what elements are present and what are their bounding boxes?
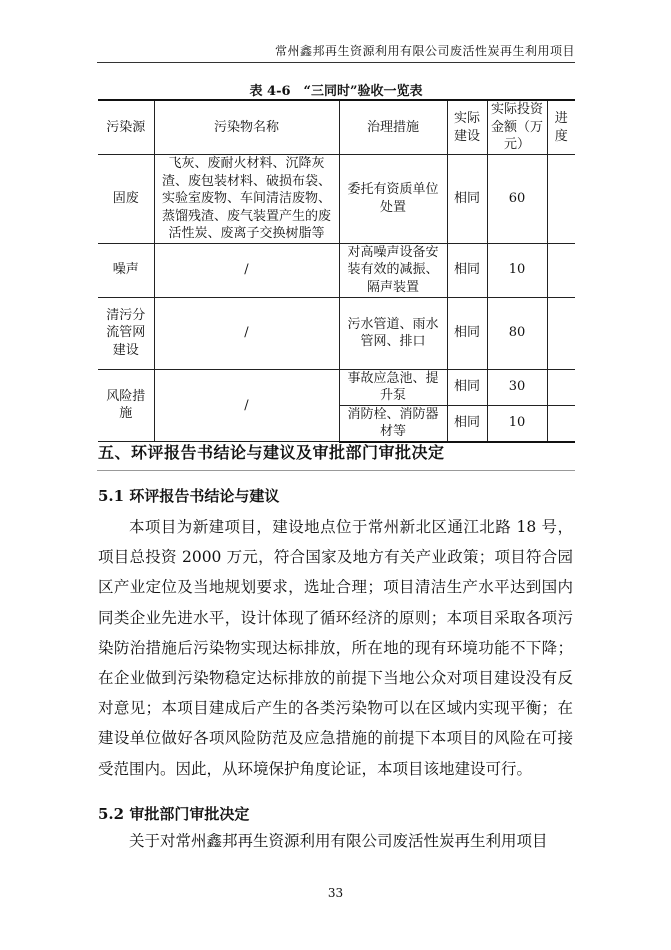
table-row	[98, 297, 575, 369]
cell-investment: 10	[487, 243, 547, 297]
approval-paragraph	[98, 826, 573, 856]
section-rule	[97, 470, 575, 471]
cell-built: 相同	[447, 405, 487, 442]
cell-investment: 30	[487, 369, 547, 405]
cell-built: 相同	[447, 369, 487, 405]
conclusion-text: 本项目为新建项目，建设地点位于常州新北区通江北路 18 号，项目总投资 2000 万元，符合国家及地方有关产业政策；项目符合园区产业定位及当地规划要求，选址合理；项目清洁生产水平达到国内同类企业先进水平，设计体现了循环经济的原则；本项目采取各项污染防治措施后污染物实现达标排放，所在地的现有环境功能不下降；在企业做到污染物稳定达标排放的前提下当地公众对项目建设没有反对意见；本项目建成后产生的各类污染物可以在区域内实现平衡；在建设单位做好各项风险防范及应急措施的前提下本项目的风险在可接受范围内。因此，从环境保护角度论证，本项目该地建设可行。	[98, 518, 573, 778]
cell-progress	[547, 243, 575, 297]
running-header: 常州鑫邦再生资源利用有限公司废活性炭再生利用项目	[274, 44, 575, 58]
cell-progress	[547, 405, 575, 442]
cell-progress	[547, 155, 575, 244]
cell-measure: 委托有资质单位处置	[339, 155, 447, 244]
section-heading: 五、环评报告书结论与建议及审批部门审批决定	[98, 443, 445, 462]
cell-source: 固废	[98, 155, 154, 244]
cell-source: 风险措施	[98, 369, 154, 442]
cell-investment: 10	[487, 405, 547, 442]
cell-source: 噪声	[98, 243, 154, 297]
cell-progress	[547, 297, 575, 369]
header-rule	[97, 62, 575, 63]
cell-measure: 消防栓、消防器材等	[339, 405, 447, 442]
subsection-heading-5-2: 5.2 审批部门审批决定	[98, 805, 250, 823]
table-row	[98, 155, 575, 244]
col-header-investment: 实际投资金额（万元）	[487, 100, 547, 155]
col-header-pollutants: 污染物名称	[154, 100, 339, 155]
acceptance-table	[98, 99, 575, 443]
cell-measure: 污水管道、雨水管网、排口	[339, 297, 447, 369]
cell-built: 相同	[447, 243, 487, 297]
approval-text: 关于对常州鑫邦再生资源利用有限公司废活性炭再生利用项目	[129, 832, 548, 850]
table-caption: 表 4-6 “三同时”验收一览表	[249, 84, 423, 99]
cell-pollutants: 飞灰、废耐火材料、沉降灰渣、废包装材料、破损布袋、实验室废物、车间清洁废物、蒸馏残渣、废气装置产生的废活性炭、废离子交换树脂等	[154, 155, 339, 244]
col-header-progress: 进度	[547, 100, 575, 155]
table-row	[98, 369, 575, 405]
col-header-measure: 治理措施	[339, 100, 447, 155]
cell-source: 清污分流管网建设	[98, 297, 154, 369]
cell-pollutants: /	[154, 243, 339, 297]
cell-measure: 事故应急池、提升泵	[339, 369, 447, 405]
col-header-built: 实际建设	[447, 100, 487, 155]
cell-progress	[547, 369, 575, 405]
cell-investment: 60	[487, 155, 547, 244]
cell-built: 相同	[447, 297, 487, 369]
cell-built: 相同	[447, 155, 487, 244]
cell-investment: 80	[487, 297, 547, 369]
table-row	[98, 243, 575, 297]
page-number: 33	[327, 886, 344, 900]
cell-measure: 对高噪声设备安装有效的减振、隔声装置	[339, 243, 447, 297]
conclusion-paragraph	[98, 512, 573, 784]
col-header-source: 污染源	[98, 100, 154, 155]
table-header-row	[98, 100, 575, 155]
cell-pollutants: /	[154, 369, 339, 442]
subsection-heading-5-1: 5.1 环评报告书结论与建议	[98, 487, 280, 505]
cell-pollutants: /	[154, 297, 339, 369]
